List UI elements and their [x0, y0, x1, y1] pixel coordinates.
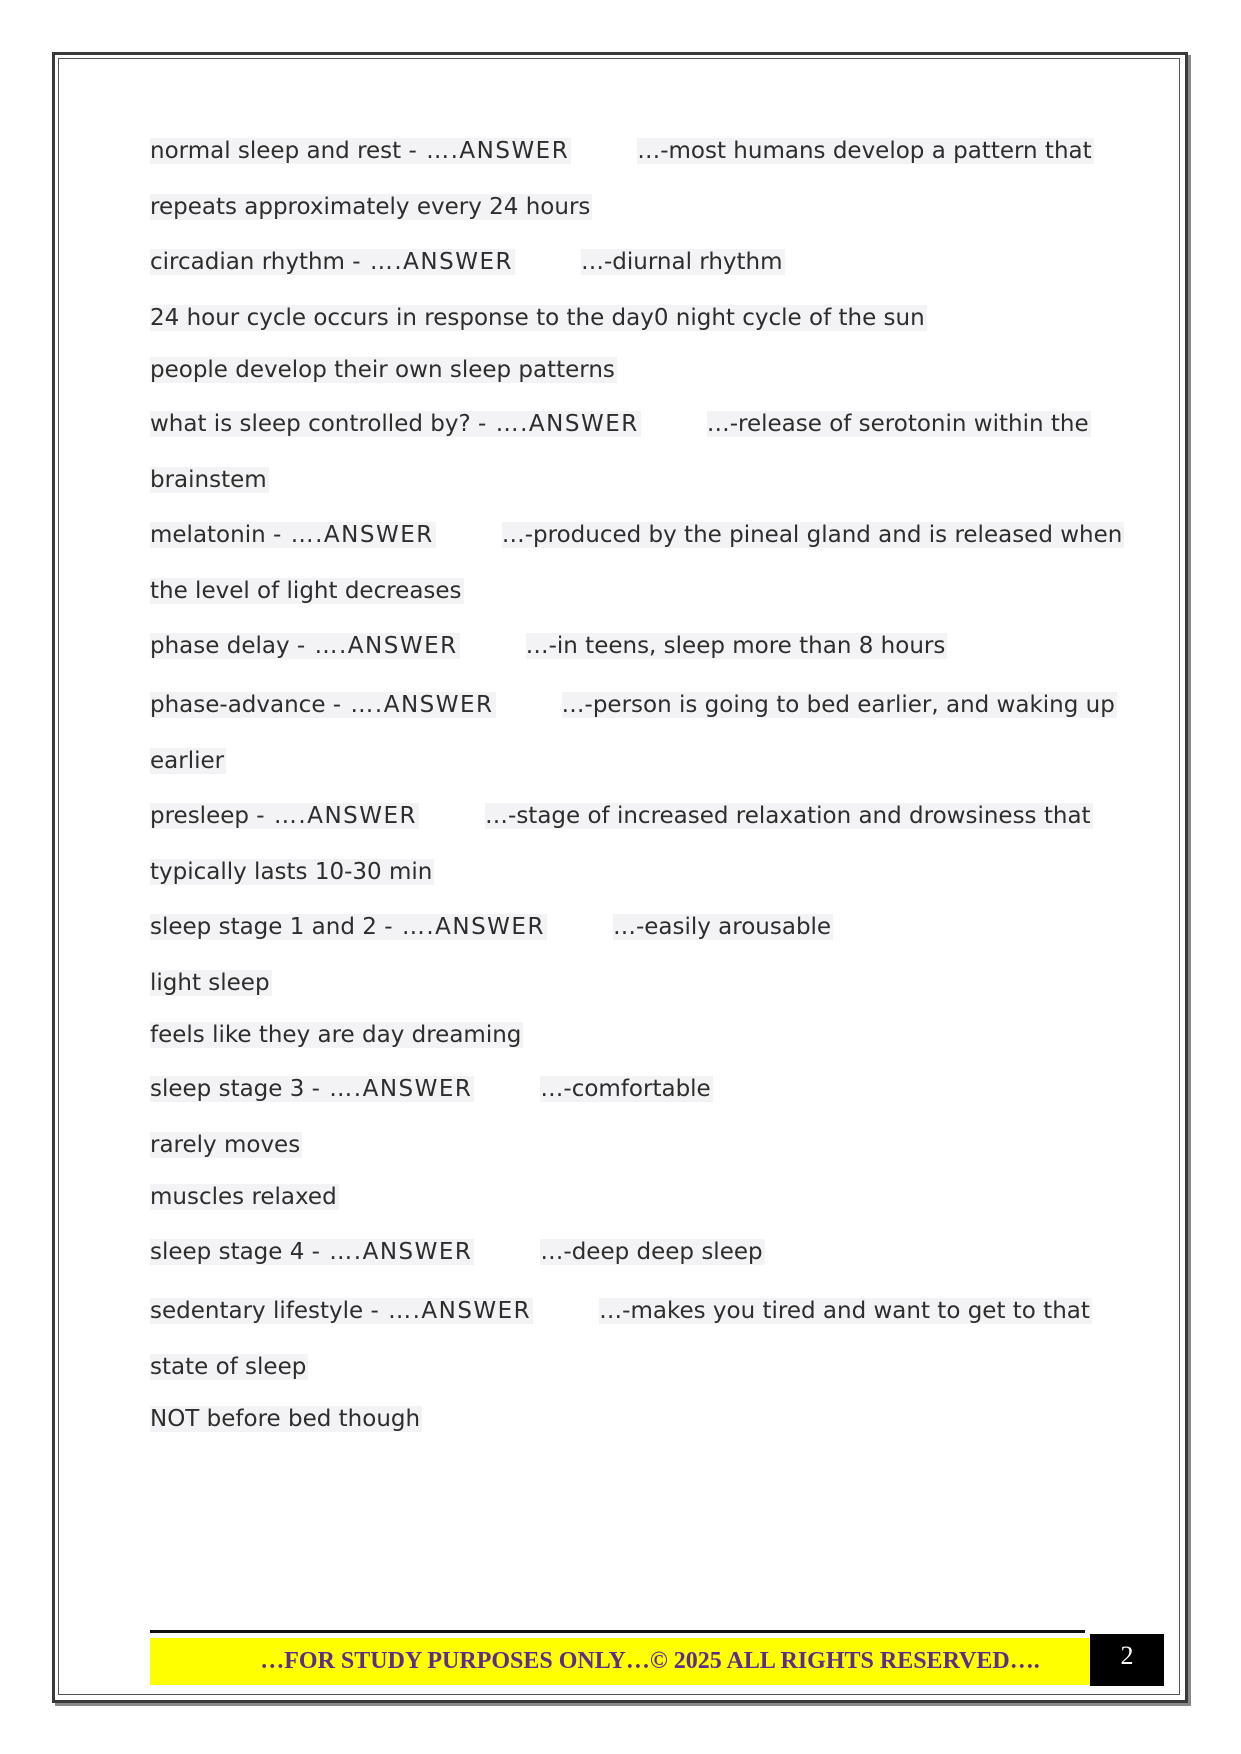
qa-line: what is sleep controlled by? - ….ANSWER …-release of serotonin within the: [150, 411, 1089, 437]
qa-line: circadian rhythm - ….ANSWER …-diurnal rhythm: [150, 249, 783, 275]
qa-line: normal sleep and rest - ….ANSWER …-most humans develop a pattern that: [150, 138, 1092, 164]
text-line: 24 hour cycle occurs in response to the day0 night cycle of the sun: [150, 305, 925, 331]
text-line: repeats approximately every 24 hours: [150, 194, 591, 220]
text-line: NOT before bed though: [150, 1406, 421, 1432]
qa-line: sleep stage 3 - ….ANSWER …-comfortable: [150, 1076, 711, 1102]
qa-line: sleep stage 1 and 2 - ….ANSWER …-easily arousable: [150, 914, 832, 940]
text-line: the level of light decreases: [150, 578, 462, 604]
text-line: feels like they are day dreaming: [150, 1022, 522, 1048]
qa-line: melatonin - ….ANSWER …-produced by the pineal gland and is released when: [150, 522, 1123, 548]
footer-notice: …FOR STUDY PURPOSES ONLY…© 2025 ALL RIGHTS RESERVED….: [260, 1648, 1040, 1674]
qa-line: phase-advance - ….ANSWER …-person is going to bed earlier, and waking up: [150, 692, 1115, 718]
footer-band: [150, 1638, 1090, 1685]
qa-line: phase delay - ….ANSWER …-in teens, sleep more than 8 hours: [150, 633, 946, 659]
text-line: muscles relaxed: [150, 1184, 337, 1210]
page-number: 2: [1090, 1634, 1164, 1686]
text-line: rarely moves: [150, 1132, 301, 1158]
qa-line: presleep - ….ANSWER …-stage of increased relaxation and drowsiness that: [150, 803, 1091, 829]
text-line: brainstem: [150, 467, 267, 493]
text-line: earlier: [150, 748, 225, 774]
qa-line: sedentary lifestyle - ….ANSWER …-makes you tired and want to get to that: [150, 1298, 1090, 1324]
text-line: typically lasts 10-30 min: [150, 859, 433, 885]
text-line: people develop their own sleep patterns: [150, 357, 615, 383]
footer-rule: [150, 1630, 1085, 1633]
text-line: state of sleep: [150, 1354, 307, 1380]
qa-line: sleep stage 4 - ….ANSWER …-deep deep sleep: [150, 1239, 763, 1265]
text-line: light sleep: [150, 970, 270, 996]
